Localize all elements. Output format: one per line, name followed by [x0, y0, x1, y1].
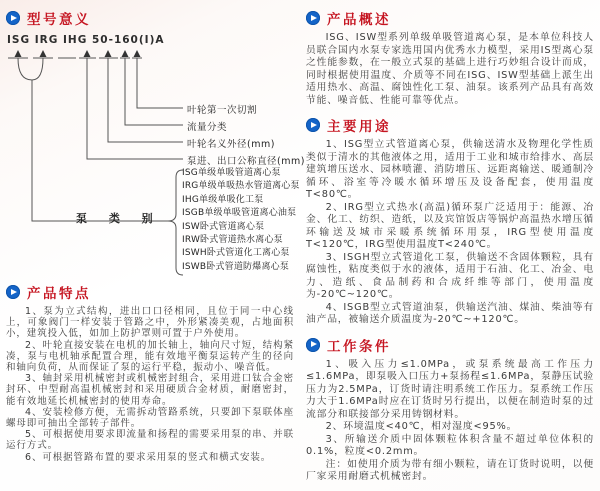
play-icon	[6, 285, 20, 299]
features-paragraph: 6、可根据管路布置的要求采用泵的竖式和横式安装。	[25, 451, 272, 463]
play-icon	[306, 11, 320, 25]
features-paragraph: 4、安装检修方便，无需拆动管路系统，只要卸下泵联体座螺母即可抽出全部转子部件。	[6, 406, 294, 430]
features-paragraph: 2、叶轮直接安装在电机的加长轴上，轴向尺寸短，结构紧凑，泵与电机轴承配置合理，能有效地平衡泵运转产生的径向和轴向负荷，从而保证了泵的运行平稳，振动小、噪音低。	[6, 339, 294, 374]
left-column	[6, 6, 305, 463]
callout-flow-class: 流量分类	[187, 122, 228, 133]
uses-paragraph: 3、ISGH型立式管道化工泵，供输送不含固体颗粒，具有腐蚀性，粘度类似于水的液体，适用于石油、化工、冶金、电力、造纸、食品制药和合成纤维等部门，使用温度为-20℃~120℃。	[306, 251, 594, 300]
play-icon	[6, 11, 20, 25]
section-header-features	[6, 282, 294, 302]
features-paragraph: 5、可根据使用要求即流量和扬程的需要采用泵的串、并联运行方式。	[6, 429, 294, 452]
features-paragraph: 3、轴封采用机械密封或机械密封组合，采用进口钛合金密封环、中型耐高温机械密封和采用硬质合金材质，耐磨密封，能有效地延长机械密封的使用寿命。	[6, 373, 294, 407]
play-icon	[306, 118, 320, 132]
section-title: 产品特点	[27, 286, 91, 302]
features-paragraph: 1、泵为立式结构，进出口口径相同，且位于同一中心线上，可象阀门一样安装于管路之中，外形紧凑美观，占地面积小，建筑投入低，如加上防护罩则可置于户外使用。	[6, 306, 294, 340]
conditions-paragraph: 1、吸入压力≤1.0MPa，或泵系统最高工作压力≤1.6MPa，即泵吸入口压力+泵扬程≤1.6MPa，泵静压试验压力为2.5MPa，订货时请注明系统工作压力。泵系统工作压力大于1.6MPa时应在订货时另行提出，以便在制造时泵的过流部分和联接部分采用铸钢材料。	[306, 358, 594, 420]
section-header-model	[6, 8, 294, 28]
right-column	[306, 6, 594, 484]
pump-type-list	[182, 167, 300, 274]
uses-paragraph: 4、ISGB型立式管道油泵，供输送汽油、煤油、柴油等有油产品，被输送介质温度为-20℃~+120℃。	[306, 301, 594, 325]
callout-impeller-cut: 叶轮第一次切割	[187, 105, 258, 116]
section-title: 主要用途	[327, 119, 391, 135]
section-header-overview	[306, 8, 594, 28]
pump-category-label: 泵 类 别	[76, 212, 162, 225]
pump-type-item: ISW卧式管道离心泵	[182, 221, 265, 232]
pump-type-item: IRG单级单吸热水管道离心泵	[182, 181, 300, 192]
uses-paragraph: 2、IRG型立式热水(高温)循环泵广泛适用于：能源、冶金、化工、纺织、造纸，以及宾馆饭店等锅炉高温热水增压循环输送及城市采暖系统循环用泵，IRG型使用温度T<120℃，IRG型使用温度T<240℃。	[306, 201, 594, 250]
section-header-uses	[306, 115, 594, 135]
pump-type-item: ISGB单级单吸管道离心油泵	[182, 208, 297, 219]
play-icon	[306, 338, 320, 352]
section-title: 产品概述	[327, 12, 391, 28]
section-header-conditions	[306, 335, 594, 355]
pump-type-item: IHG单级单吸化工泵	[182, 194, 264, 205]
uses-paragraph: 1、ISG型立式管道离心泵，供输送清水及物理化学性质类似于清水的其他液体之用，适用于工业和城市给排水、高层建筑增压送水、园林喷灌、消防增压、远距离输送、暖通制冷循环、浴室等冷暖水循环增压及设备配套，使用温度T<80℃。	[306, 139, 594, 200]
conditions-paragraph: 3、所输送介质中固体颗粒体积含量不超过单位体积的0.1%，粒度<0.2mm。	[306, 433, 594, 457]
model-code: ISG IRG IHG 50-160(Ⅰ)A	[7, 34, 165, 46]
pump-type-item: ISG单级单吸管道离心泵	[182, 168, 281, 178]
model-code-diagram	[6, 34, 305, 276]
conditions-note: 注：如使用介质为带有细小颗粒，请在订货时说明，以便厂家采用耐磨式机械密封。	[306, 458, 594, 482]
pump-type-item: ISWB卧式管道防爆离心泵	[182, 261, 290, 272]
callout-impeller-diameter: 叶轮名义外径(mm)	[187, 139, 275, 150]
conditions-paragraph: 2、环境温度<40℃，相对湿度<95%。	[325, 421, 518, 432]
pump-type-item: IRW卧式管道热水离心泵	[182, 235, 283, 246]
pump-type-item: ISWH卧式管道化工离心泵	[182, 248, 290, 259]
section-title: 工作条件	[327, 338, 391, 355]
section-title: 型号意义	[27, 12, 91, 28]
callout-port-diameter: 泵进、出口公称直径(mm)	[187, 156, 305, 167]
overview-paragraph: ISG、ISW型系列单级单吸管道离心泵，是本单位科技人员联合国内水泵专家选用国内优秀水力模型，采用IS型离心泵之性能参数，在一般立式泵的基础上进行巧妙组合设计而成，同时根据使用温度、介质等不同在ISG、ISW型基础上派生出适用热水、高温、腐蚀性化工泵、油泵。该系列产品具有高效节能、噪音低、性能可靠等优点。	[306, 32, 594, 106]
